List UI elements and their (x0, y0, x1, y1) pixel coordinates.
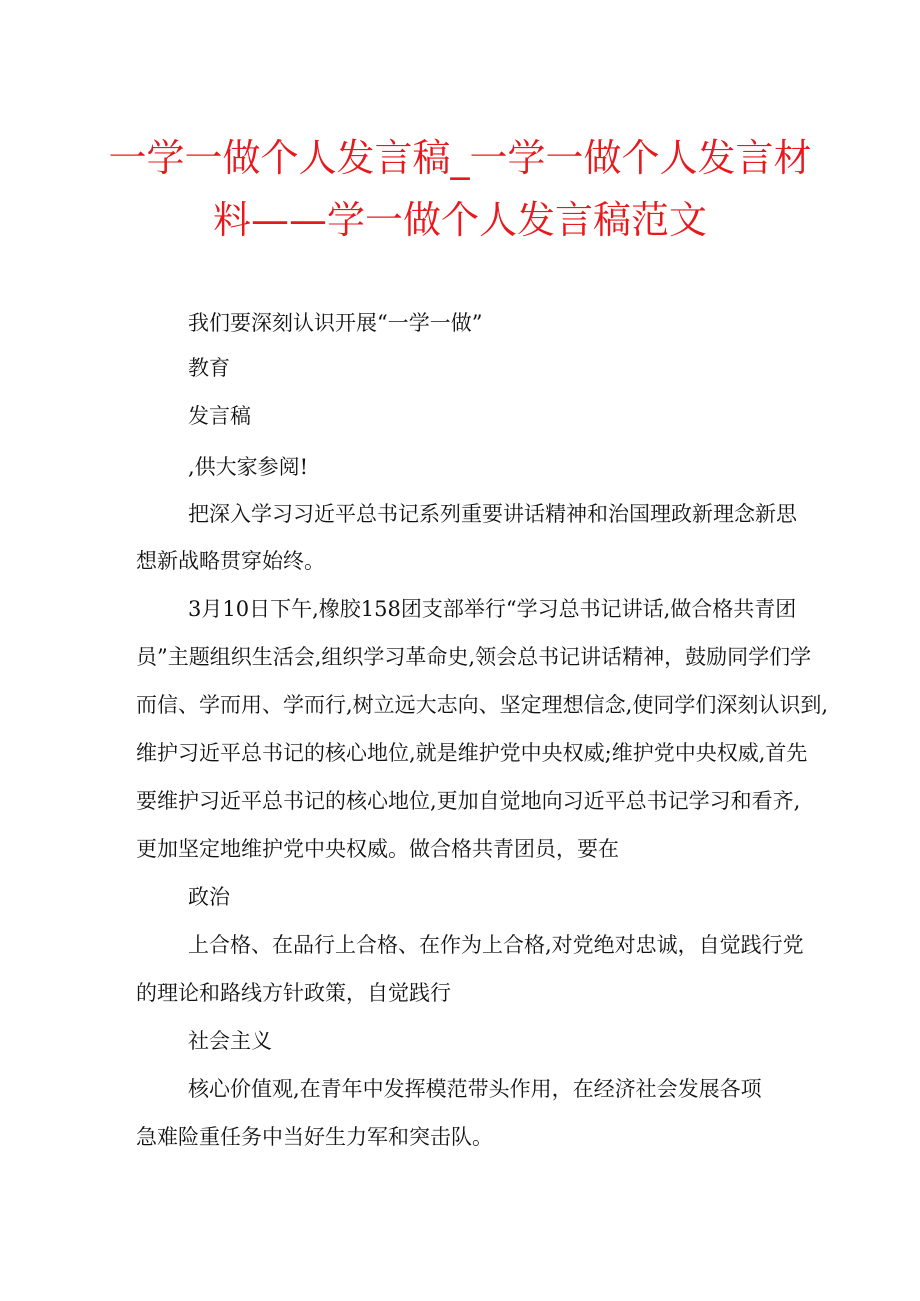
body-line: 政治 (188, 885, 230, 909)
document-title-line-2: 料——学一做个人发言稿范文 (212, 198, 707, 242)
body-line: 核心价值观,在青年中发挥模范带头作用，在经济社会发展各项 (188, 1077, 762, 1101)
body-line: 发言稿 (188, 404, 251, 428)
body-line: 更加坚定地维护党中央权威。做合格共青团员，要在 (136, 837, 619, 861)
body-line: ,供大家参阅! (188, 455, 309, 479)
body-line: 要维护习近平总书记的核心地位,更加自觉地向习近平总书记学习和看齐, (136, 789, 801, 813)
body-line: 把深入学习习近平总书记系列重要讲话精神和治国理政新理念新思 (188, 502, 797, 526)
body-line: 急难险重任务中当好生力军和突击队。 (136, 1125, 493, 1149)
body-line: 维护习近平总书记的核心地位,就是维护党中央权威;维护党中央权威,首先 (136, 741, 808, 765)
body-line: 员”主题组织生活会,组织学习革命史,领会总书记讲话精神，鼓励同学们学 (136, 645, 812, 669)
body-line: 我们要深刻认识开展“一学一做” (188, 311, 483, 335)
body-line: 想新战略贯穿始终。 (136, 549, 325, 573)
body-line: 的理论和路线方针政策，自觉践行 (136, 981, 451, 1005)
body-line: 教育 (188, 356, 230, 380)
body-line: 3月10日下午,橡胶158团支部举行“学习总书记讲话,做合格共青团 (188, 597, 797, 621)
body-line: 而信、学而用、学而行,树立远大志向、坚定理想信念,使同学们深刻认识到, (136, 693, 829, 717)
body-line: 社会主义 (188, 1029, 272, 1053)
document-title-line-1: 一学一做个人发言稿_一学一做个人发言材 (108, 136, 812, 180)
body-line: 上合格、在品行上合格、在作为上合格,对党绝对忠诚，自觉践行党 (188, 933, 804, 957)
